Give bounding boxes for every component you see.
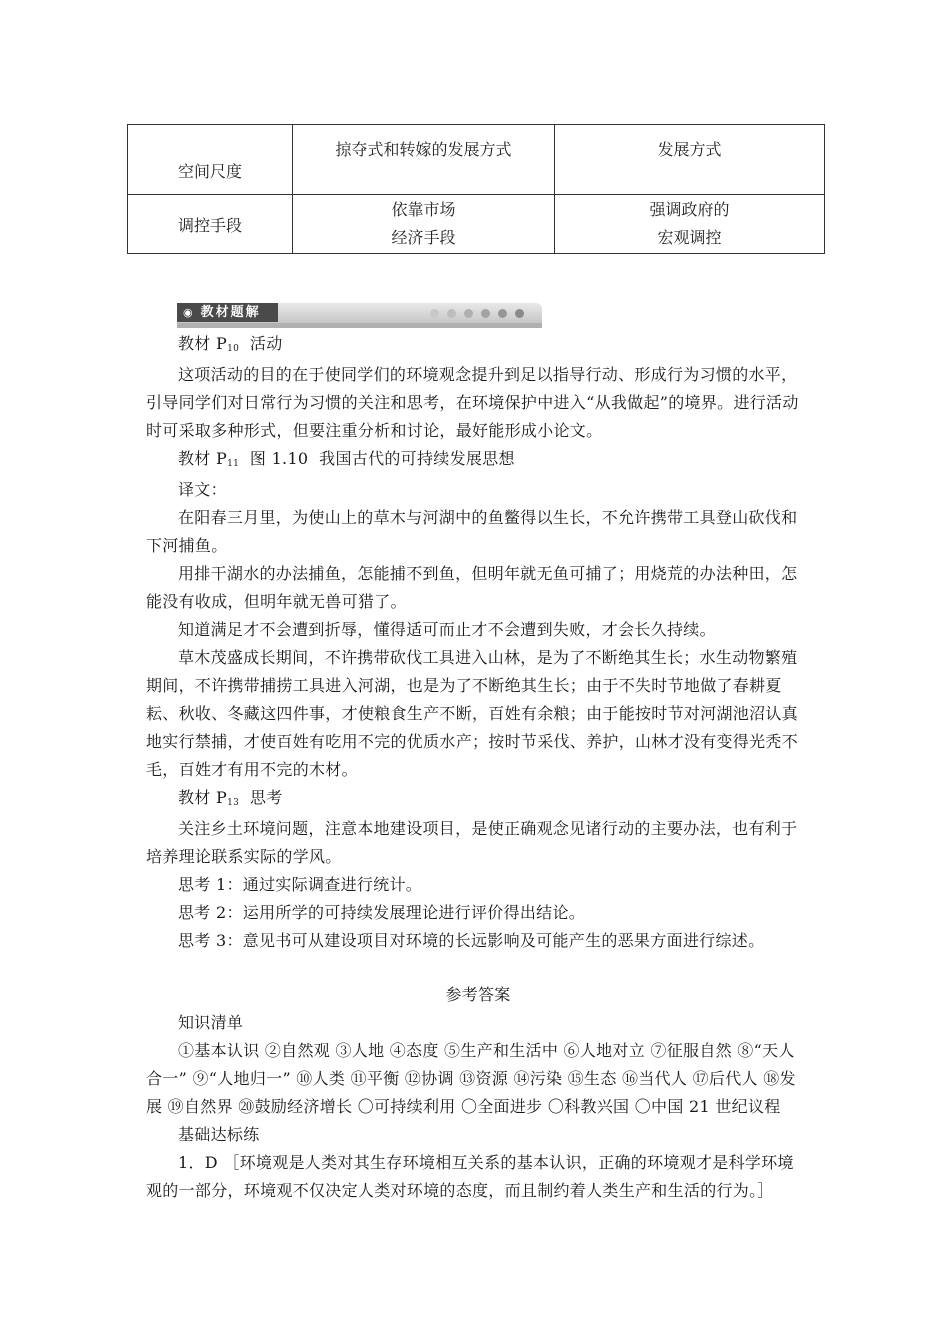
practice-heading: 基础达标练 bbox=[178, 1125, 260, 1144]
textbook-ref bbox=[146, 445, 810, 476]
paragraph: 草木茂盛成长期间，不许携带砍伐工具进入山林，是为了不断绝其生长；水生动物繁殖期间，不许携带捕捞工具进入河湖，也是为了不断绝其生长；由于不失时节地做了春耕夏耘、秋收、冬藏这四件事，才使粮食生产不断，百姓有余粮；由于能按时节对河湖池沼认真地实行禁捕，才使百姓有吃用不完的优质水产；按时节采伐、养护，山林才没有变得光秃不毛，百姓才有用不完的木材。 bbox=[146, 648, 799, 779]
table-cell bbox=[293, 195, 555, 254]
cell-line: 宏观调控 bbox=[657, 228, 722, 247]
cell-line: 依靠市场 bbox=[391, 200, 456, 219]
cell-line: 经济手段 bbox=[391, 228, 456, 247]
row-label-spatial-scale: 空间尺度 bbox=[128, 125, 293, 195]
section-header-bar bbox=[177, 303, 542, 328]
dot-icon bbox=[464, 309, 473, 318]
ref-page: 11 bbox=[227, 459, 240, 469]
paragraph: 译文： bbox=[178, 480, 227, 499]
section-header-title bbox=[177, 303, 278, 322]
paragraph: 这项活动的目的在于使同学们的环境观念提升到足以指导行动、形成行为习惯的水平，引导同学们对日常行为习惯的关注和思考，在环境保护中进入“从我做起”的境界。进行活动时可采取多种形式，但要注重分析和讨论，最好能形成小论文。 bbox=[146, 365, 799, 440]
ref-label: 教材 P bbox=[178, 788, 228, 807]
row-label-control-means: 调控手段 bbox=[128, 195, 293, 254]
table-row bbox=[128, 125, 825, 195]
paragraph: 思考 3：意见书可从建设项目对环境的长远影响及可能产生的恶果方面进行综述。 bbox=[178, 931, 765, 950]
main-content bbox=[146, 330, 810, 1205]
table-cell: 掠夺式和转嫁的发展方式 bbox=[293, 125, 555, 195]
dot-icon bbox=[430, 309, 439, 318]
paragraph: 知道满足才不会遭到折辱，懂得适可而止才不会遭到失败，才会长久持续。 bbox=[178, 620, 716, 639]
knowledge-heading: 知识清单 bbox=[178, 1013, 244, 1032]
ref-page: 10 bbox=[227, 344, 240, 354]
dot-icon bbox=[515, 309, 524, 318]
paragraph: 关注乡土环境问题，注意本地建设项目，是使正确观念见诸行动的主要办法，也有利于培养理论联系实际的学风。 bbox=[146, 819, 798, 866]
paragraph: 在阳春三月里，为使山上的草木与河湖中的鱼鳖得以生长，不允许携带工具登山砍伐和下河捕鱼。 bbox=[146, 508, 798, 555]
ref-title: 图 1.10 我国古代的可持续发展思想 bbox=[239, 449, 515, 468]
ref-title: 思考 bbox=[239, 788, 283, 807]
textbook-ref bbox=[146, 330, 810, 361]
comparison-table bbox=[127, 124, 825, 254]
table-cell: 发展方式 bbox=[555, 125, 825, 195]
cell-line: 强调政府的 bbox=[649, 200, 730, 219]
answer-item: 1．D ［环境观是人类对其生存环境相互关系的基本认识，正确的环境观才是科学环境观的一部分，环境观不仅决定人类对环境的态度，而且制约着人类生产和生活的行为。］ bbox=[146, 1153, 794, 1200]
textbook-ref bbox=[146, 784, 810, 815]
dot-icon bbox=[447, 309, 456, 318]
knowledge-list: ①基本认识 ②自然观 ③人地 ④态度 ⑤生产和生活中 ⑥人地对立 ⑦征服自然 ⑧“天人合一” ⑨“人地归一” ⑩人类 ⑪平衡 ⑫协调 ⑬资源 ⑭污染 ⑮生态 ⑯当代人 ⑰后代人 ⑱发展 ⑲自然界 ⑳鼓励经济增长 〇可持续利用 〇全面进步 〇科教兴国 〇中国 21 世纪议程 bbox=[146, 1041, 796, 1116]
dot-icon bbox=[481, 309, 490, 318]
answers-title: 参考答案 bbox=[445, 985, 511, 1004]
table-cell bbox=[555, 195, 825, 254]
dot-icon bbox=[498, 309, 507, 318]
paragraph: 思考 2：运用所学的可持续发展理论进行评价得出结论。 bbox=[178, 903, 586, 922]
ref-label: 教材 P bbox=[178, 449, 228, 468]
paragraph: 思考 1：通过实际调查进行统计。 bbox=[178, 875, 423, 894]
ref-label: 教材 P bbox=[178, 334, 228, 353]
ref-title: 活动 bbox=[239, 334, 283, 353]
table-row bbox=[128, 195, 825, 254]
bullet-icon: ◉ bbox=[183, 306, 195, 319]
paragraph: 用排干湖水的办法捕鱼，怎能捕不到鱼，但明年就无鱼可捕了；用烧荒的办法种田，怎能没有收成，但明年就无兽可猎了。 bbox=[146, 564, 798, 611]
section-underline bbox=[177, 323, 542, 328]
ref-page: 13 bbox=[227, 798, 240, 808]
section-header-label: 教材题解 bbox=[200, 305, 261, 320]
